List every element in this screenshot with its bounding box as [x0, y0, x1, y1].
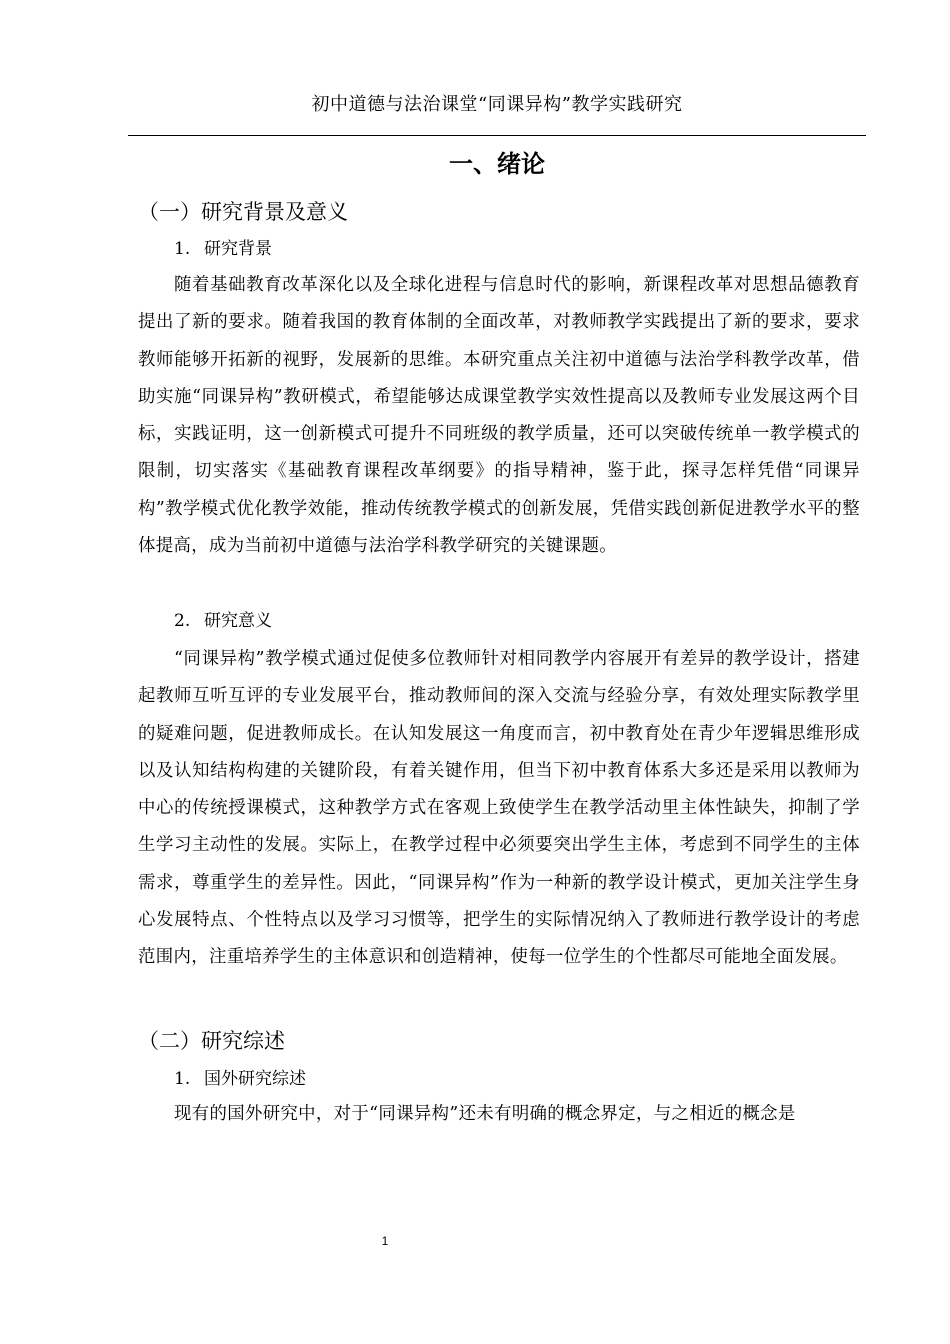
running-header: 初中道德与法治课堂“同课异构”教学实践研究: [311, 94, 683, 115]
subsection-heading: [174, 237, 272, 261]
section-title: （二）研究综述: [138, 1029, 285, 1053]
chapter-title: 一、绪论: [449, 150, 545, 178]
header-divider: [128, 135, 866, 136]
body-paragraph: “同课异构”教学模式通过促使多位教师针对相同教学内容展开有差异的教学设计，搭建起教师互听互评的专业发展平台，推动教师间的深入交流与经验分享，有效处理实际教学里的疑难问题，促进教师成长。在认知发展这一角度而言，初中教育处在青少年逻辑思维形成以及认知结构构建的关键阶段，有着关键作用，但当下初中教育体系大多还是采用以教师为中心的传统授课模式，这种教学方式在客观上致使学生在教学活动里主体性缺失，抑制了学生学习主动性的发展。实际上，在教学过程中必须要突出学生主体，考虑到不同学生的主体需求，尊重学生的差异性。因此，“同课异构”作为一种新的教学设计模式，更加关注学生身心发展特点、个性特点以及学习习惯等，把学生的实际情况纳入了教师进行教学设计的考虑范围内，注重培养学生的主体意识和创造精神，使每一位学生的个性都尽可能地全面发展。: [138, 649, 860, 968]
subsection-heading: [174, 1067, 306, 1091]
subsection-number: 2.: [174, 611, 191, 631]
subsection-title: 研究意义: [204, 611, 272, 631]
body-paragraph: 随着基础教育改革深化以及全球化进程与信息时代的影响，新课程改革对思想品德教育提出了新的要求。随着我国的教育体制的全面改革，对教师教学实践提出了新的要求，要求教师能够开拓新的视野，发展新的思维。本研究重点关注初中道德与法治学科教学改革，借助实施“同课异构”教研模式，希望能够达成课堂教学实效性提高以及教师专业发展这两个目标，实践证明，这一创新模式可提升不同班级的教学质量，还可以突破传统单一教学模式的限制，切实落实《基础教育课程改革纲要》的指导精神，鉴于此，探寻怎样凭借“同课异构”教学模式优化教学效能，推动传统教学模式的创新发展，凭借实践创新促进教学水平的整体提高，成为当前初中道德与法治学科教学研究的关键课题。: [138, 275, 860, 557]
subsection-heading: [174, 609, 272, 633]
subsection-number: 1.: [174, 1069, 191, 1089]
subsection-number: 1.: [174, 239, 191, 259]
section-title: （一）研究背景及意义: [138, 200, 348, 224]
body-paragraph: 现有的国外研究中，对于“同课异构”还未有明确的概念界定，与之相近的概念是: [174, 1104, 796, 1124]
page-number: 1: [381, 1234, 389, 1248]
subsection-title: 研究背景: [204, 239, 272, 259]
subsection-title: 国外研究综述: [204, 1069, 306, 1089]
